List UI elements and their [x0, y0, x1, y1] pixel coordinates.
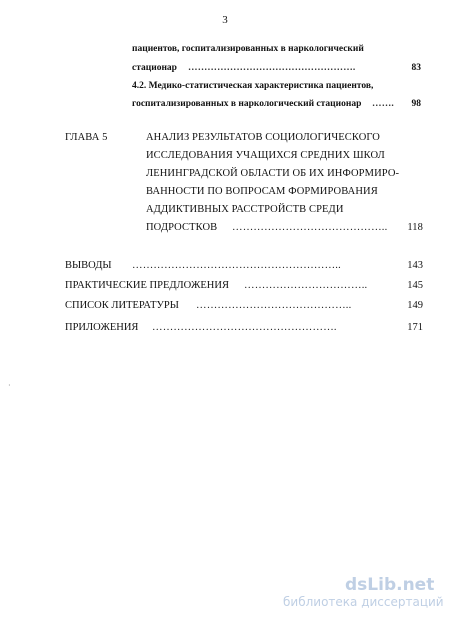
toc-page-number: 171: [407, 322, 423, 333]
toc-entry-line: пациентов, госпитализированных в наркологический: [132, 44, 364, 54]
chapter-title-line: АНАЛИЗ РЕЗУЛЬТАТОВ СОЦИОЛОГИЧЕСКОГО: [146, 132, 380, 143]
toc-dot-leader: ……………………………..: [244, 280, 368, 291]
toc-dot-leader: …………………………………………….: [188, 63, 356, 73]
chapter-title-line: ЛЕНИНГРАДСКОЙ ОБЛАСТИ ОБ ИХ ИНФОРМИРО-: [146, 168, 400, 179]
toc-entry-line: 4.2. Медико-статистическая характеристика пациентов,: [132, 81, 374, 91]
watermark-logo: dsLib.net: [345, 575, 435, 595]
toc-entry-title: ВЫВОДЫ: [65, 260, 112, 271]
watermark-subtitle: библиотека диссертаций: [283, 595, 444, 609]
toc-page-number: 118: [407, 222, 423, 233]
toc-dot-leader: …………………………………………………..: [132, 260, 341, 271]
toc-entry-line: госпитализированных в наркологический стационар: [132, 99, 362, 109]
chapter-title-line: ПОДРОСТКОВ: [146, 222, 218, 233]
toc-entry-title: СПИСОК ЛИТЕРАТУРЫ: [65, 300, 179, 311]
toc-page-number: 143: [407, 260, 423, 271]
chapter-title-line: АДДИКТИВНЫХ РАССТРОЙСТВ СРЕДИ: [146, 204, 344, 215]
toc-page-number: 98: [411, 99, 421, 109]
toc-page-number: 145: [407, 280, 423, 291]
toc-entry-title: ПРИЛОЖЕНИЯ: [65, 322, 139, 333]
chapter-title-line: ИССЛЕДОВАНИЯ УЧАЩИХСЯ СРЕДНИХ ШКОЛ: [146, 150, 385, 161]
page-number: 3: [222, 14, 228, 26]
toc-dot-leader: …….: [372, 99, 394, 109]
toc-entry-title: ПРАКТИЧЕСКИЕ ПРЕДЛОЖЕНИЯ: [65, 280, 229, 291]
toc-dot-leader: ……………………………………..: [196, 300, 352, 311]
toc-entry-line: стационар: [132, 63, 177, 73]
toc-page-number: 149: [407, 300, 423, 311]
chapter-label: ГЛАВА 5: [65, 132, 108, 143]
toc-page-number: 83: [411, 63, 421, 73]
toc-dot-leader: …………………………………………….: [152, 322, 337, 333]
scan-speck: ·: [8, 381, 11, 390]
toc-dot-leader: ……………………………………..: [232, 222, 388, 233]
chapter-title-line: ВАННОСТИ ПО ВОПРОСАМ ФОРМИРОВАНИЯ: [146, 186, 378, 197]
